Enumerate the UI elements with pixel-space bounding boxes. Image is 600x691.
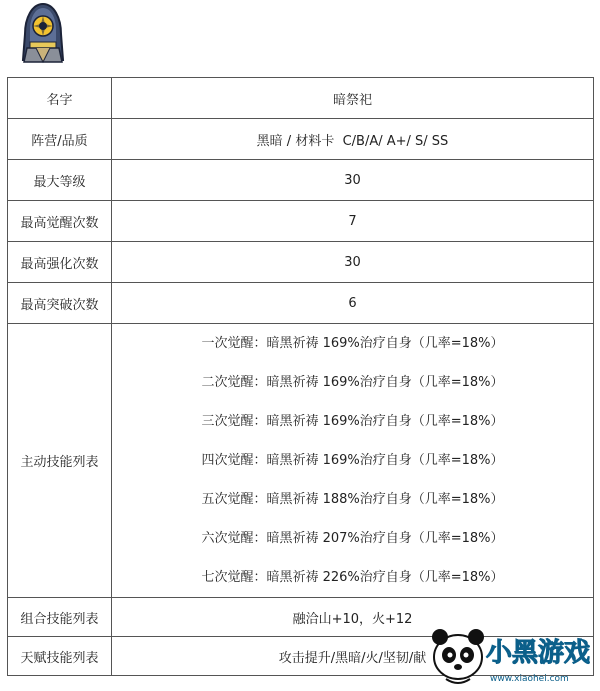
active-skill-list [112, 324, 593, 597]
table-row [8, 78, 594, 119]
list-item: 六次觉醒：暗黑祈祷 207%治疗自身（几率=18%） [201, 531, 504, 546]
row-value: 黑暗 / 材料卡 C/B/A/ A+/ S/ SS [112, 119, 594, 160]
watermark-logo [424, 621, 596, 689]
watermark-title: 小黑游戏 [486, 638, 591, 668]
table-row [8, 324, 594, 598]
active-skill-list-cell [112, 324, 594, 598]
hooded-priest-portrait-icon [18, 2, 68, 66]
row-label: 最高突破次数 [8, 283, 112, 324]
list-item: 五次觉醒：暗黑祈祷 188%治疗自身（几率=18%） [201, 492, 504, 507]
row-label: 组合技能列表 [8, 598, 112, 637]
row-label: 主动技能列表 [8, 324, 112, 598]
list-item: 三次觉醒：暗黑祈祷 169%治疗自身（几率=18%） [201, 414, 504, 429]
row-label: 天赋技能列表 [8, 637, 112, 676]
table-row [8, 242, 594, 283]
table-row [8, 119, 594, 160]
row-value: 30 [112, 160, 594, 201]
table-row [8, 283, 594, 324]
row-value: 攻击提升/黑暗/火/坚韧/献 [112, 637, 594, 676]
row-value: 7 [112, 201, 594, 242]
row-value: 6 [112, 283, 594, 324]
table-row [8, 201, 594, 242]
row-label: 最大等级 [8, 160, 112, 201]
row-label: 最高觉醒次数 [8, 201, 112, 242]
list-item: 二次觉醒：暗黑祈祷 169%治疗自身（几率=18%） [201, 375, 504, 390]
panda-mascot-icon [432, 629, 484, 683]
list-item: 一次觉醒：暗黑祈祷 169%治疗自身（几率=18%） [201, 336, 504, 351]
list-item: 四次觉醒：暗黑祈祷 169%治疗自身（几率=18%） [201, 453, 504, 468]
table-row [8, 160, 594, 201]
row-value: 融洽山+10，火+12 [112, 598, 594, 637]
watermark-url: www.xiaohei.com [490, 674, 569, 684]
row-value: 30 [112, 242, 594, 283]
row-value: 暗祭祀 [112, 78, 594, 119]
list-item: 七次觉醒：暗黑祈祷 226%治疗自身（几率=18%） [201, 570, 504, 585]
row-label: 最高强化次数 [8, 242, 112, 283]
character-info-table [7, 77, 594, 676]
row-label: 名字 [8, 78, 112, 119]
row-label: 阵营/品质 [8, 119, 112, 160]
